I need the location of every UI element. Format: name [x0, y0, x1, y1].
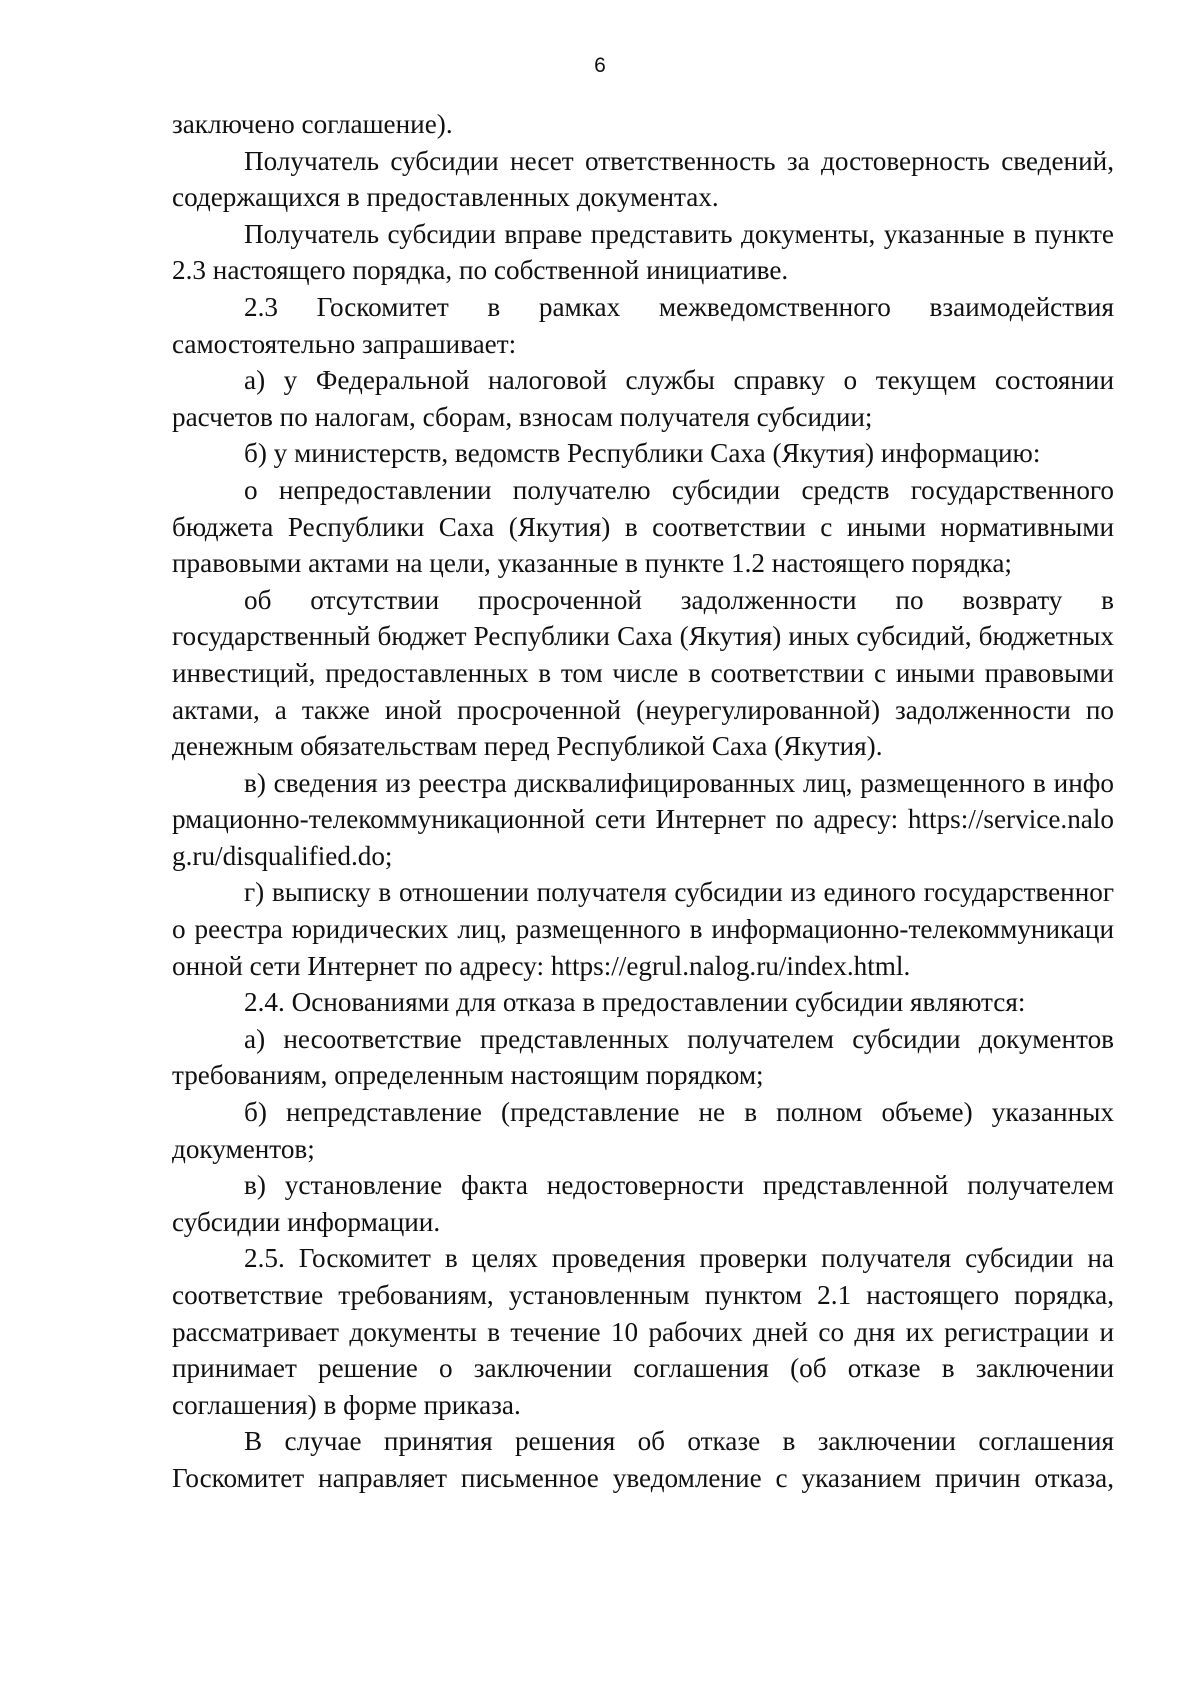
paragraph-2-3-b: б) у министерств, ведомств Республики Саха (Якутия) информацию: [244, 438, 1041, 469]
paragraph-2-4: 2.4. Основаниями для отказа в предоставлении субсидии являются: [244, 987, 1026, 1018]
paragraph-2-4-v: в) установление факта недостоверности представленной получателем субсидии информации. [172, 1170, 1114, 1237]
paragraph-2-4-b: б) непредставление (представление не в полном объеме) указанных документов; [172, 1097, 1114, 1164]
paragraph-2-5: 2.5. Госкомитет в целях проведения проверки получателя субсидии на соответствие требованиям, установленным пунктом 2.1 настоящего порядка, рассматривает документы в течение 10 рабочих дней со дня их регистрации и принимает решение о заключении соглашения (об отказе в заключении соглашения) в форме приказа. [172, 1243, 1114, 1420]
paragraph-2-3-g: г) выписку в отношении получателя субсидии из единого государственного реестра юридических лиц, размещенного в информационно-телекоммуникационной сети Интернет по адресу: https://egrul.nalog.ru/index.html. [172, 877, 1114, 981]
paragraph-own-initiative: Получатель субсидии вправе представить документы, указанные в пункте 2.3 настоящего порядка, по собственной инициативе. [172, 218, 1114, 286]
paragraph-refusal-notice: В случае принятия решения об отказе в заключении соглашения Госкомитет направляет письменное уведомление с указанием причин отказа, [172, 1426, 1114, 1493]
paragraph-2-3-a: а) у Федеральной налоговой службы справку о текущем состоянии расчетов по налогам, сборам, взносам получателя субсидии; [172, 365, 1114, 432]
paragraph-responsibility: Получатель субсидии несет ответственность за достоверность сведений, содержащихся в предоставленных документах. [172, 145, 1114, 213]
paragraph-2-3-b-1: о непредоставлении получателю субсидии средств государственного бюджета Республики Саха (Якутия) в соответствии с иными нормативными правовыми актами на цели, указанные в пункте 1.2 настоящего порядка; [172, 474, 1114, 579]
paragraph-2-3-v: в) сведения из реестра дисквалифицированных лиц, размещенного в информационно-телекоммуникационной сети Интернет по адресу: https://service.nalog.ru/disqualified.do; [172, 767, 1114, 871]
document-body [172, 106, 1114, 1497]
paragraph-2-3: 2.3 Госкомитет в рамках межведомственного взаимодействия самостоятельно запрашивает: [172, 291, 1114, 359]
paragraph-2-3-b-2: об отсутствии просроченной задолженности по возврату в государственный бюджет Республики Саха (Якутия) иных субсидий, бюджетных инвестиций, предоставленных в том числе в соответствии с иными правовыми актами, а также иной просроченной (неурегулированной) задолженности по денежным обязательствам перед Республикой Саха (Якутия). [172, 584, 1114, 762]
paragraph-continuation: заключено соглашение). [172, 109, 453, 139]
page-number: 6 [594, 54, 606, 77]
paragraph-2-4-a: а) несоответствие представленных получателем субсидии документов требованиям, определенным настоящим порядком; [172, 1023, 1114, 1091]
